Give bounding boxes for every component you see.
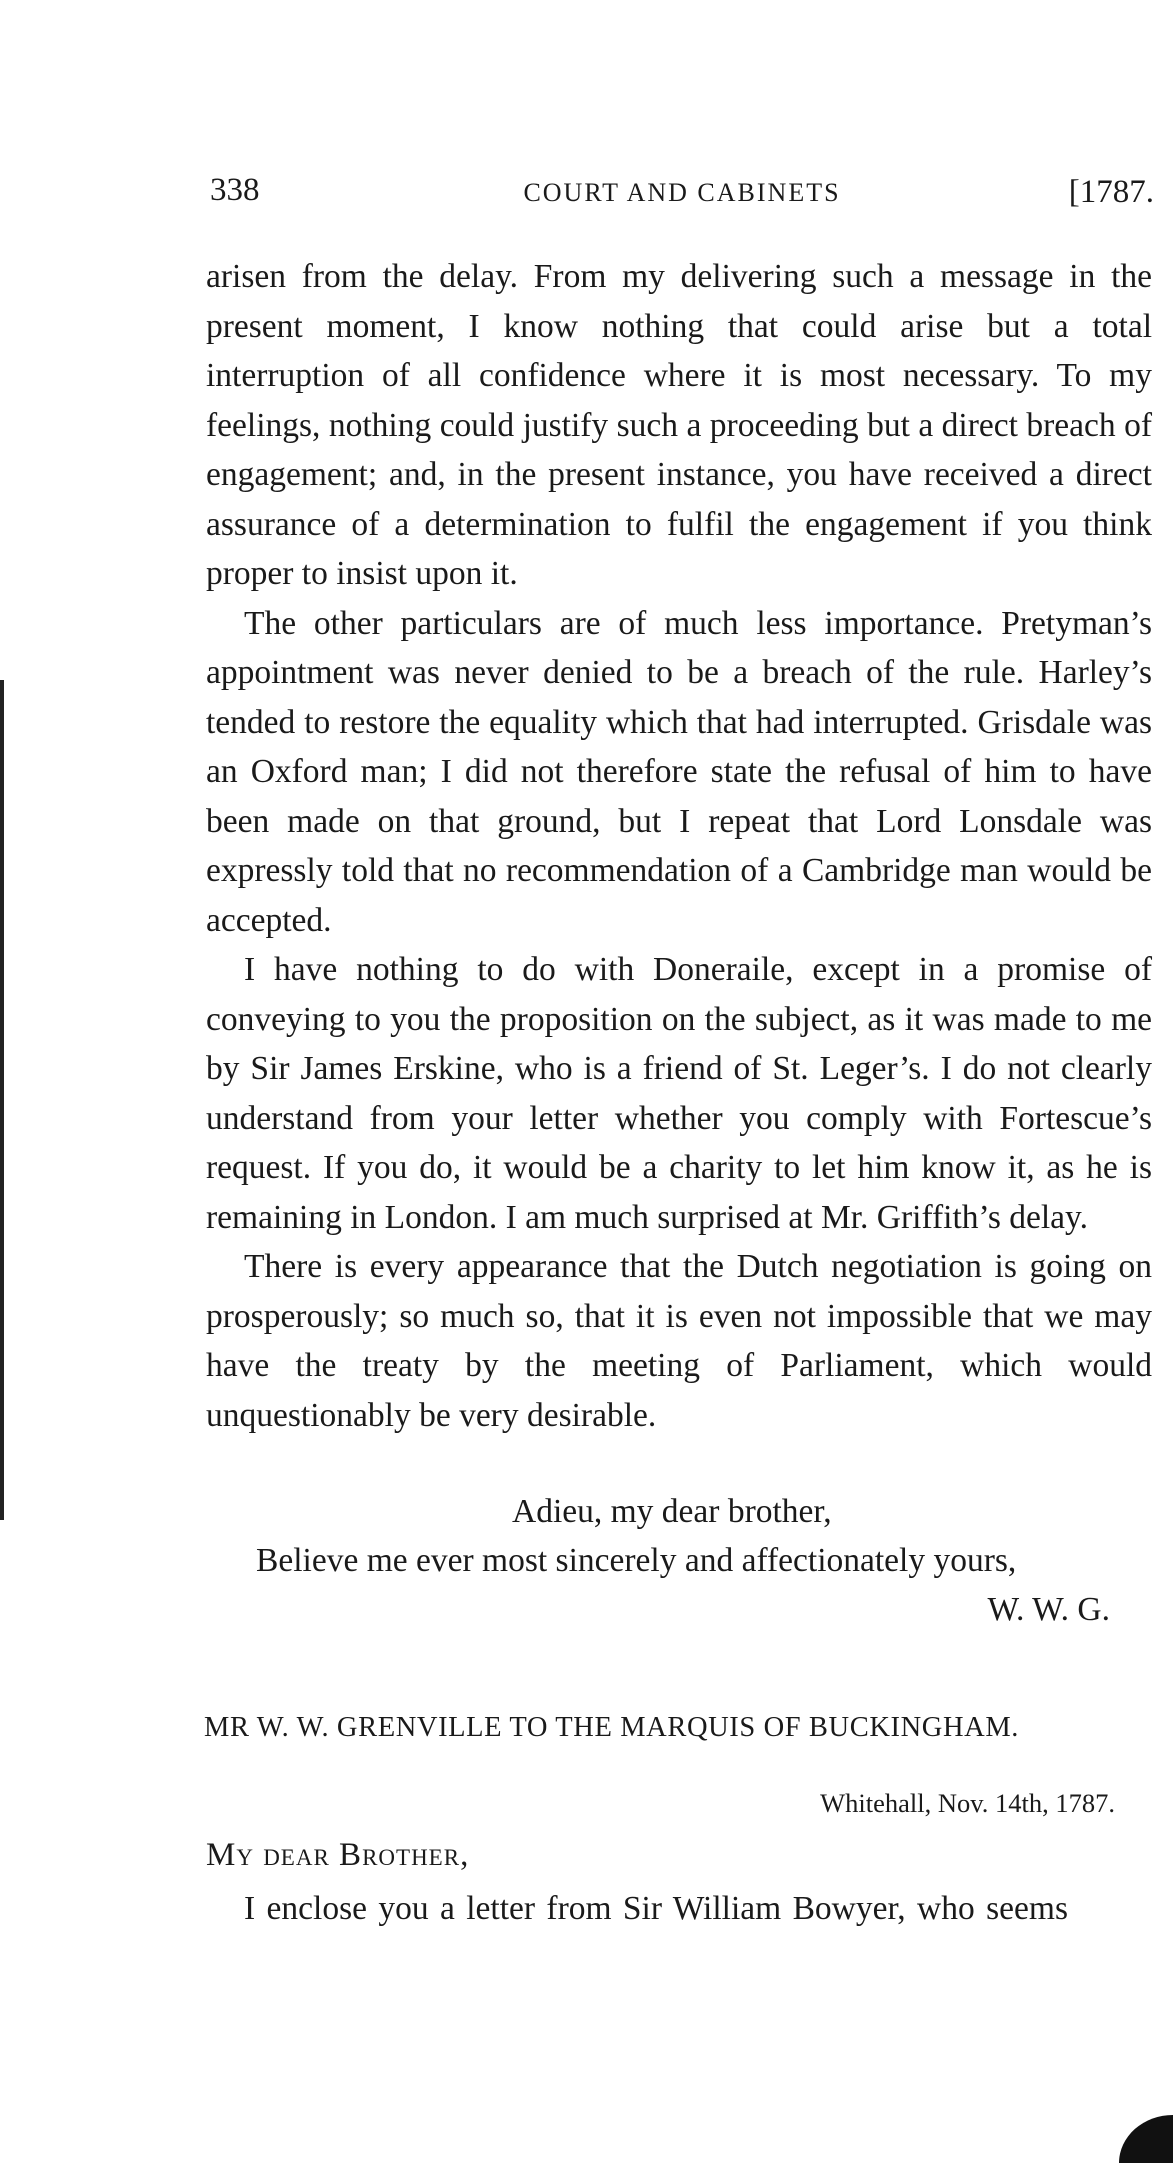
corner-ink-mark [1119,2115,1173,2163]
page-number: 338 [210,172,260,208]
running-head-year: [1787. [1068,174,1154,210]
binding-edge-mark [0,680,4,1520]
running-head [210,172,1154,216]
letter-salutation: My dear Brother, [206,1837,470,1873]
signature-initials: W. W. G. [987,1591,1110,1628]
complimentary-close: Believe me ever most sincerely and affectionately yours, [256,1542,1017,1579]
paragraph: The other particulars are of much less importance. Pretyman’s appointment was never denied to be a breach of the rule. Harley’s tended to restore the equality which that had interrupted. Grisdale was an Oxford man; I did not therefore state the refusal of him to have been made on that ground, but I repeat that Lord Lonsdale was expressly told that no recommendation of a Cambridge man would be accepted. [206,604,1152,939]
letter-opening-line: I enclose you a letter from Sir William Bowyer, who seems [244,1890,1068,1927]
paragraph-continued: arisen from the delay. From my delivering such a message in the present moment, I know nothing that could arise but a total interruption of all confidence where it is most necessary. To my feelings, nothing could justify such a proceeding but a direct breach of engagement; and, in the present instance, you have received a direct assurance of a determination to fulfil the engagement if you think proper to insist upon it. [206,258,1152,592]
letter-body [206,252,1152,1440]
valediction: Adieu, my dear brother, [512,1493,832,1530]
paragraph: I have nothing to do with Doneraile, except in a promise of conveying to you the proposition on the subject, as it was made to me by Sir James Erskine, who is a friend of St. Leger’s. I do not clearly understand from your letter whether you comply with Fortescue’s request. If you do, it would be a charity to let him know it, as he is remaining in London. I am much surprised at Mr. Griffith’s delay. [206,951,1152,1236]
running-title: COURT AND CABINETS [523,178,841,207]
paragraph: There is every appearance that the Dutch negotiation is going on prosperously; so much so, that it is even not impossible that we may have the treaty by the meeting of Parliament, which would unquestionably be very desirable. [206,1248,1152,1434]
letter-heading: MR W. W. GRENVILLE TO THE MARQUIS OF BUCKINGHAM. [204,1712,1019,1743]
letter-dateline: Whitehall, Nov. 14th, 1787. [820,1788,1115,1818]
